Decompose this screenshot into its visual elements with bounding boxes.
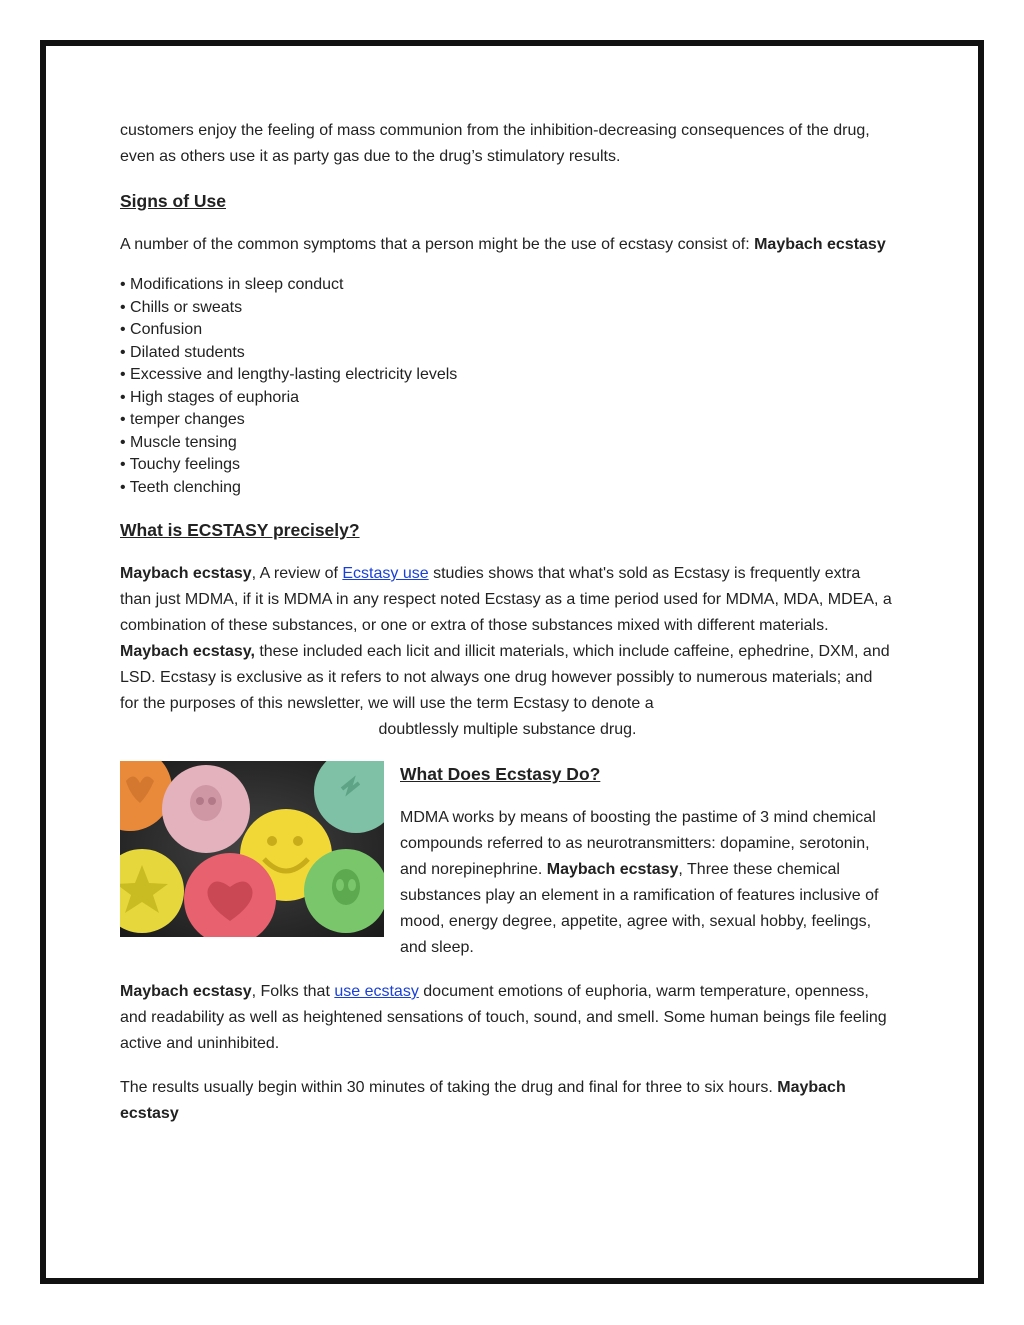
what-does-bold: Maybach ecstasy [546, 861, 679, 878]
what-is-text-1: , A review of [251, 565, 343, 582]
signs-lead [120, 232, 895, 258]
what-does-text-1: MDMA works by means of boosting the pastime of 3 mind chemical compounds referred to as neurotransmitters: dopamine, serotonin, and norepinephrine. [400, 809, 876, 878]
results-text: The results usually begin within 30 minutes of taking the drug and final for three to six hours. [120, 1079, 778, 1096]
pills-image [120, 761, 384, 937]
folks-text-2: document emotions of euphoria, warm temperature, openness, and readability as well as heightened sensations of touch, sound, and smell. Some human beings file feeling active and uninhibited. [120, 983, 887, 1052]
results-bold: Maybach ecstasy [120, 1079, 846, 1122]
list-item: • Dilated students [120, 343, 245, 361]
list-item: • Muscle tensing [120, 433, 237, 451]
intro-paragraph: customers enjoy the feeling of mass communion from the inhibition-decreasing consequences of the drug, even as others use it as party gas due to the drug’s stimulatory results. [120, 122, 870, 165]
what-does-paragraph [400, 805, 895, 961]
what-does-text-2: , Three these chemical substances play an element in a ramification of features inclusive of mood, energy degree, appetite, agree with, sexual hobby, feelings, and sleep. [400, 861, 879, 956]
list-item: • Excessive and lengthy-lasting electricity levels [120, 366, 458, 383]
folks-text-1: , Folks that [251, 983, 335, 1000]
symptom-list [120, 274, 895, 499]
what-is-heading: What is ECSTASY precisely? [120, 520, 360, 540]
list-item: • Touchy feelings [120, 456, 241, 473]
what-does-heading: What Does Ecstasy Do? [400, 764, 601, 784]
use-ecstasy-link[interactable]: use ecstasy [334, 983, 419, 1000]
what-is-centered-line: doubtlessly multiple substance drug. [378, 721, 637, 738]
image-text-row [120, 761, 895, 961]
document-body [120, 118, 895, 1127]
folks-bold: Maybach ecstasy [120, 983, 252, 1000]
what-does-section [400, 761, 895, 961]
list-item: • Chills or sweats [120, 298, 243, 316]
what-is-paragraph [120, 561, 895, 717]
what-is-text-3: these included each licit and illicit materials, which include caffeine, ephedrine, DXM, and LSD. Ecstasy is exclusive as it refers to not always one drug however possibly to numerous materials; and for the purposes of this newsletter, we will use the term Ecstasy to denote a [120, 643, 890, 712]
results-paragraph [120, 1075, 895, 1127]
signs-heading: Signs of Use [120, 191, 226, 211]
what-is-bold-1: Maybach ecstasy [120, 565, 252, 582]
what-is-bold-2: Maybach ecstasy, [120, 643, 255, 660]
list-item: • Teeth clenching [120, 478, 241, 496]
signs-lead-bold: Maybach ecstasy [754, 236, 886, 253]
ecstasy-use-link[interactable]: Ecstasy use [342, 565, 429, 582]
list-item: • High stages of euphoria [120, 388, 300, 406]
list-item: • Modifications in sleep conduct [120, 276, 344, 293]
what-is-text-2: studies shows that what's sold as Ecstasy is frequently extra than just MDMA, if it is MDMA in any respect noted Ecstasy as a time period used for MDMA, MDA, MDEA, a combination of these substances, or one or extra of those substances mixed with different materials. [120, 565, 892, 634]
list-item: • temper changes [120, 411, 245, 428]
signs-lead-text: A number of the common symptoms that a person might be the use of ecstasy consist of: [120, 236, 755, 253]
list-item: • Confusion [120, 321, 203, 338]
folks-paragraph [120, 979, 895, 1057]
